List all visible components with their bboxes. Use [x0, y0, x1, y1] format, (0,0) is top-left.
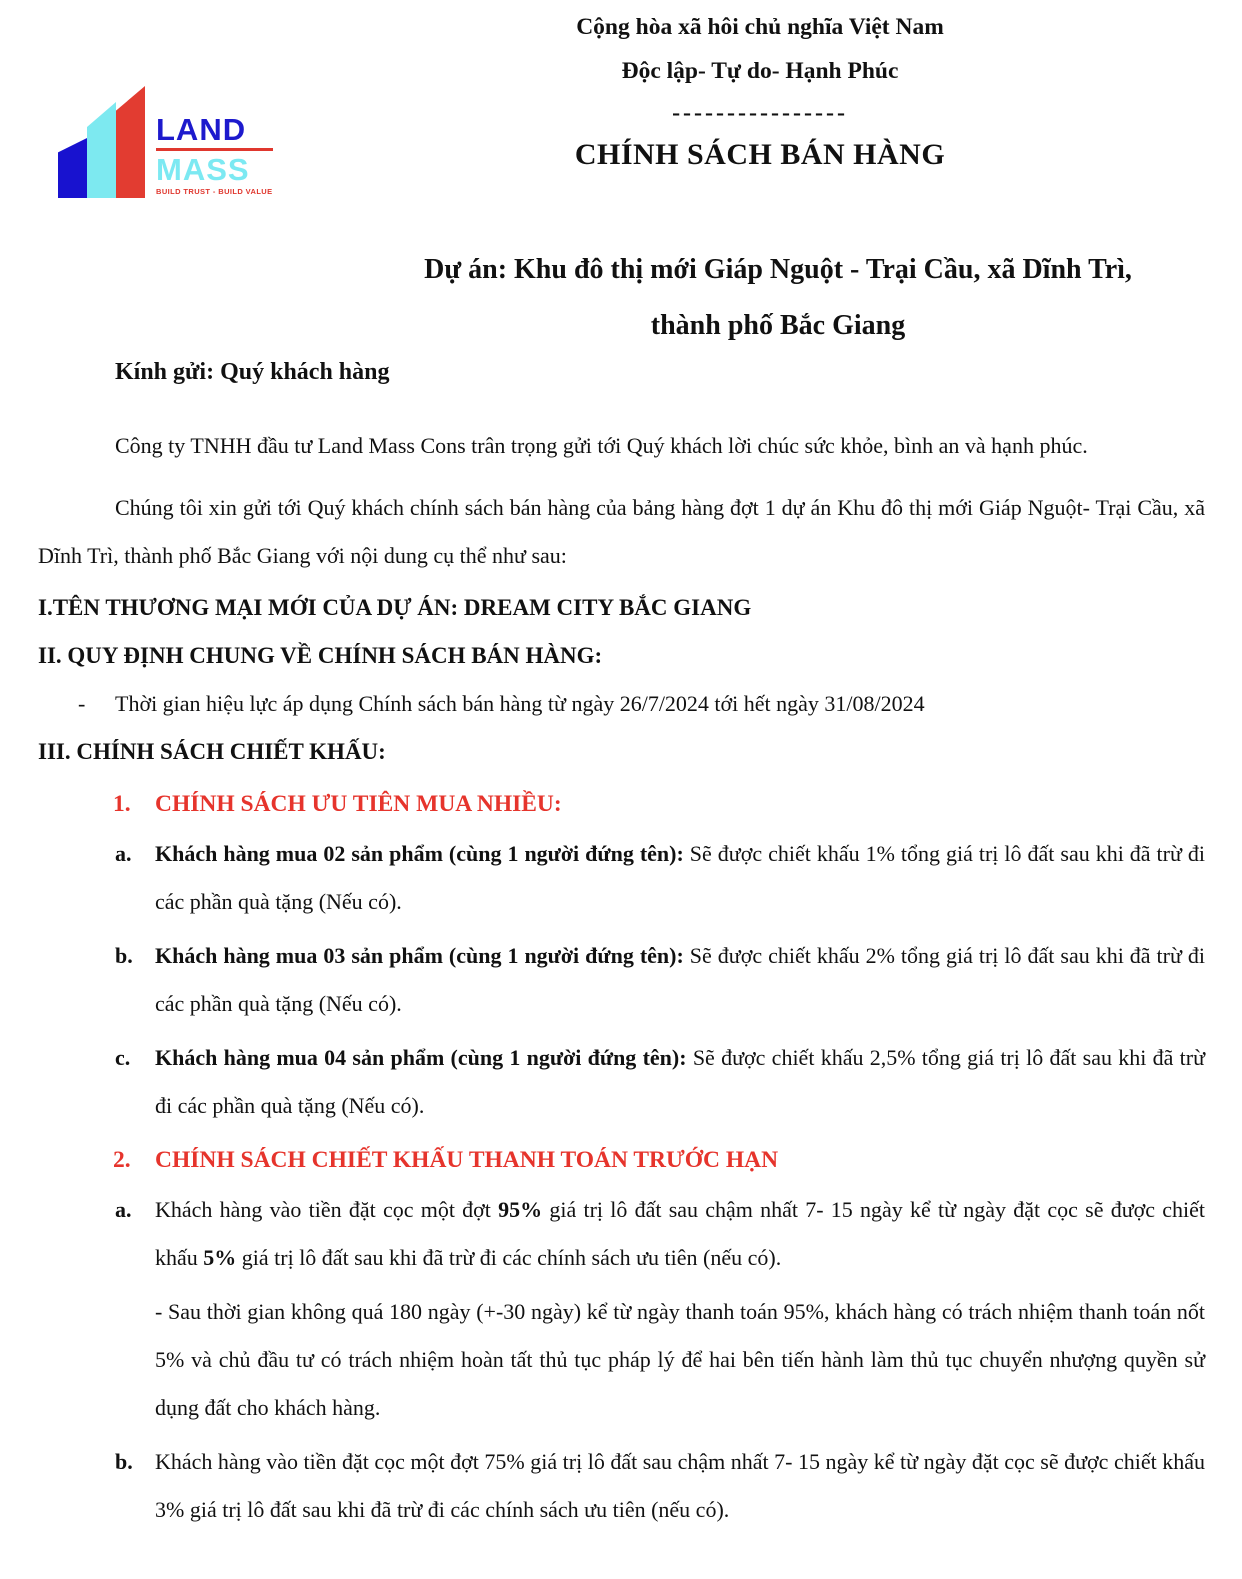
logo-word-land: LAND — [156, 112, 247, 147]
landmass-logo — [58, 86, 273, 198]
section-heading-1: I.TÊN THƯƠNG MẠI MỚI CỦA DỰ ÁN: DREAM CITY BẮC GIANG — [38, 595, 752, 620]
item-text-rest: Sẽ được chiết khấu 2,5% tổng giá trị lô đất sau khi đã trừ đi các phần quà tặng (Nếu có). — [155, 1045, 1206, 1118]
subsection-heading-priority-policy — [38, 780, 1205, 828]
policy-item-c — [38, 1034, 1205, 1130]
heading-label: CHÍNH SÁCH CHIẾT KHẤU THANH TOÁN TRƯỚC HẠN — [155, 1147, 779, 1173]
subsection-heading-prepayment-policy — [38, 1136, 1205, 1184]
item-text-rest: Sẽ được chiết khấu 1% tổng giá trị lô đất sau khi đã trừ đi các phần quà tặng (Nếu có). — [155, 841, 1206, 914]
logo-word-mass: MASS — [156, 152, 250, 187]
national-motto-line1: Cộng hòa xã hôi chủ nghĩa Việt Nam — [576, 14, 944, 40]
item-text: Khách hàng vào tiền đặt cọc một đợt 75% giá trị lô đất sau chậm nhất 7- 15 ngày kể từ ngày đặt cọc sẽ được chiết khấu 3% giá trị lô đất sau khi đã trừ đi các chính sách ưu tiên (nếu có). — [155, 1449, 1205, 1522]
greeting-line: Kính gửi: Quý khách hàng — [115, 359, 390, 385]
prepay-item-a — [38, 1186, 1205, 1282]
prepay-item-a-note — [38, 1288, 1205, 1432]
item-text — [155, 1186, 1205, 1282]
logo-tagline: BUILD TRUST - BUILD VALUE — [156, 187, 273, 196]
bullet-dash: - — [78, 691, 86, 716]
document-header — [38, 0, 1205, 230]
section-heading-3: III. CHÍNH SÁCH CHIẾT KHẤU: — [38, 739, 386, 764]
heading-number: 1. — [113, 791, 131, 817]
policy-intro-paragraph: Chúng tôi xin gửi tới Quý khách chính sách bán hàng của bảng hàng đợt 1 dự án Khu đô thị mới Giáp Nguột- Trại Cầu, xã Dĩnh Trì, thành phố Bắc Giang với nội dung cụ thể như sau: — [38, 495, 1205, 568]
logo-bar-cyan-icon — [87, 102, 116, 198]
document-title: CHÍNH SÁCH BÁN HÀNG — [574, 138, 946, 171]
prepay-item-b — [38, 1438, 1205, 1534]
heading-number: 2. — [113, 1147, 131, 1173]
item-text-bold: Khách hàng mua 03 sản phẩm (cùng 1 người đứng tên): — [155, 943, 684, 968]
policy-item-b — [38, 932, 1205, 1028]
header-divider-dashes: ---------------- — [672, 100, 848, 126]
item-text-segment-bold: 95% — [498, 1197, 543, 1222]
heading-label: CHÍNH SÁCH ƯU TIÊN MUA NHIỀU: — [155, 791, 562, 817]
item-text — [155, 830, 1205, 926]
policy-item-a — [38, 830, 1205, 926]
national-motto-line2: Độc lập- Tự do- Hạnh Phúc — [621, 58, 899, 84]
note-indent — [115, 1288, 155, 1432]
effective-period-text: Thời gian hiệu lực áp dụng Chính sách bán hàng từ ngày 26/7/2024 tới hết ngày 31/08/2024 — [115, 691, 925, 716]
logo-bars-icon — [58, 86, 145, 198]
item-marker: a. — [115, 841, 132, 866]
item-marker: b. — [115, 943, 133, 968]
project-title-line1: Dự án: Khu đô thị mới Giáp Nguột - Trại Cầu, xã Dĩnh Trì, — [424, 254, 1132, 285]
national-header — [340, 12, 1180, 174]
item-text-rest: Sẽ được chiết khấu 2% tổng giá trị lô đất sau khi đã trừ đi các phần quà tặng (Nếu có). — [155, 943, 1206, 1016]
logo-bar-blue-icon — [58, 138, 87, 198]
section-heading-2: II. QUY ĐỊNH CHUNG VỀ CHÍNH SÁCH BÁN HÀNG: — [38, 643, 603, 668]
item-marker: c. — [115, 1045, 131, 1070]
item-text — [155, 1034, 1205, 1130]
item-text — [155, 932, 1205, 1028]
project-title — [348, 242, 1208, 354]
effective-period-bullet — [38, 680, 1205, 728]
item-text-segment: giá trị lô đất sau khi đã trừ đi các chính sách ưu tiên (nếu có). — [236, 1245, 782, 1270]
item-text-segment-bold: 5% — [203, 1245, 237, 1270]
item-text-segment: giá trị lô đất sau chậm nhất 7- 15 ngày kể từ ngày đặt cọc sẽ được chiết khấu — [155, 1197, 1206, 1270]
logo-divider-rule — [156, 148, 273, 151]
item-marker: a. — [115, 1197, 132, 1222]
note-text: - Sau thời gian không quá 180 ngày (+-30 ngày) kể từ ngày thanh toán 95%, khách hàng có trách nhiệm thanh toán nốt 5% và chủ đầu tư có trách nhiệm hoàn tất thủ tục pháp lý để hai bên tiến hành làm thủ tục chuyển nhượng quyền sử dụng đất cho khách hàng. — [155, 1299, 1205, 1420]
item-text-bold: Khách hàng mua 04 sản phẩm (cùng 1 người đứng tên): — [155, 1045, 687, 1070]
project-title-line2: thành phố Bắc Giang — [650, 310, 906, 341]
item-marker: b. — [115, 1449, 133, 1474]
logo-bar-red-icon — [116, 86, 145, 198]
logo-wordmark — [156, 114, 273, 198]
item-text-bold: Khách hàng mua 02 sản phẩm (cùng 1 người đứng tên): — [155, 841, 684, 866]
intro-paragraph: Công ty TNHH đầu tư Land Mass Cons trân trọng gửi tới Quý khách lời chúc sức khỏe, bình an và hạnh phúc. — [115, 433, 1088, 458]
item-text-segment: Khách hàng vào tiền đặt cọc một đợt — [155, 1197, 499, 1222]
